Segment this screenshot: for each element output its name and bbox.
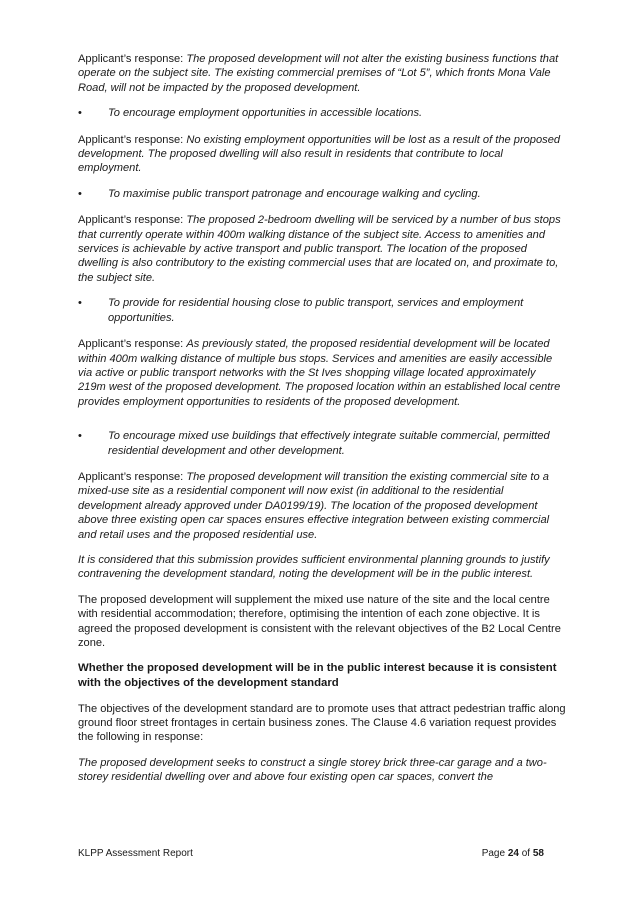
response-paragraph xyxy=(78,213,566,285)
response-text: No existing employment opportunities will be lost as a result of the proposed development. The proposed dwelling will also result in residents that contribute to local employment. xyxy=(78,133,561,175)
response-label: Applicant’s response: xyxy=(78,53,184,65)
response-label: Applicant’s response: xyxy=(78,470,184,483)
bullet-marker: • xyxy=(78,107,82,120)
bullet-marker: • xyxy=(78,187,82,200)
bullet-marker: • xyxy=(78,297,82,310)
response-text: The proposed development will not alter the existing business functions that operate on the subject site. The existing commercial premises of “Lot 5”, which fronts Mona Vale Road, will not be impacted by the proposed development. xyxy=(78,53,559,94)
objective-text: To maximise public transport patronage and encourage walking and cycling. xyxy=(108,187,481,200)
page-of: of xyxy=(521,848,531,859)
page-label: Page xyxy=(481,848,506,859)
objective-bullet xyxy=(78,296,566,325)
objective-text: To provide for residential housing close to public transport, services and employment opportunities. xyxy=(108,297,524,324)
objective-bullet xyxy=(78,106,566,120)
planning-grounds-paragraph: It is considered that this submission provides sufficient environmental planning grounds to justify contravening the development standard, noting the development will be in the public interest. xyxy=(78,553,550,581)
page-number xyxy=(482,848,544,860)
document-body xyxy=(78,52,566,796)
response-text: The proposed development will transition the existing commercial site to a mixed-use site as a residential component will now exist (in additional to the residential development already approved under DA0199/19). The location of the proposed development above three existing open car spaces ensures effective integration between existing commercial and retail uses and the proposed residential use. xyxy=(78,470,550,541)
response-label: Applicant’s response: xyxy=(78,214,184,227)
response-paragraph xyxy=(78,470,566,542)
bullet-marker: • xyxy=(78,430,82,443)
objective-bullet xyxy=(78,429,566,458)
response-paragraph xyxy=(78,337,566,409)
zone-objectives-paragraph: The proposed development will supplement the mixed use nature of the site and the local centre with residential accommodation; therefore, optimising the intention of each zone objective. It is agreed the proposed development is consistent with the relevant objectives of the B2 Local Centre zone. xyxy=(78,593,561,649)
response-paragraph xyxy=(78,133,566,176)
response-label: Applicant’s response: xyxy=(78,338,184,351)
response-text: As previously stated, the proposed residential development will be located within 400m walking distance of multiple bus stops. Services and amenities are easily accessible via active or public transport networks with the St Ives shopping village located approximately 219m west of the proposed development. The proposed location within an established local centre provides employment opportunities to residents of the proposed development. xyxy=(78,338,561,408)
response-label: Applicant’s response: xyxy=(78,133,184,146)
objective-text: To encourage employment opportunities in accessible locations. xyxy=(108,107,423,120)
response-text: The proposed 2-bedroom dwelling will be serviced by a number of bus stops that currently operate within 400m walking distance of the subject site. Access to amenities and services is achievable by active transport and public transport. The location of the proposed dwelling is also contributory to the existing commercial uses that are located on, and proximate to, the subject site. xyxy=(78,214,561,284)
section-heading: Whether the proposed development will be in the public interest because it is consistent with the objectives of the development standard xyxy=(78,662,557,689)
report-title: KLPP Assessment Report xyxy=(78,848,193,859)
page-current: 24 xyxy=(507,848,519,859)
objective-bullet xyxy=(78,187,566,201)
variation-quote-paragraph: The proposed development seeks to construct a single storey brick three-car garage and a two-storey residential dwelling over and above four existing open car spaces, convert the xyxy=(78,756,547,784)
objective-text: To encourage mixed use buildings that effectively integrate suitable commercial, permitted residential development and other development. xyxy=(108,430,550,457)
response-paragraph xyxy=(78,52,566,95)
standard-objectives-paragraph: The objectives of the development standard are to promote uses that attract pedestrian traffic along ground floor street frontages in certain business zones. The Clause 4.6 variation request provides the following in response: xyxy=(78,702,566,744)
page-total: 58 xyxy=(532,848,544,859)
